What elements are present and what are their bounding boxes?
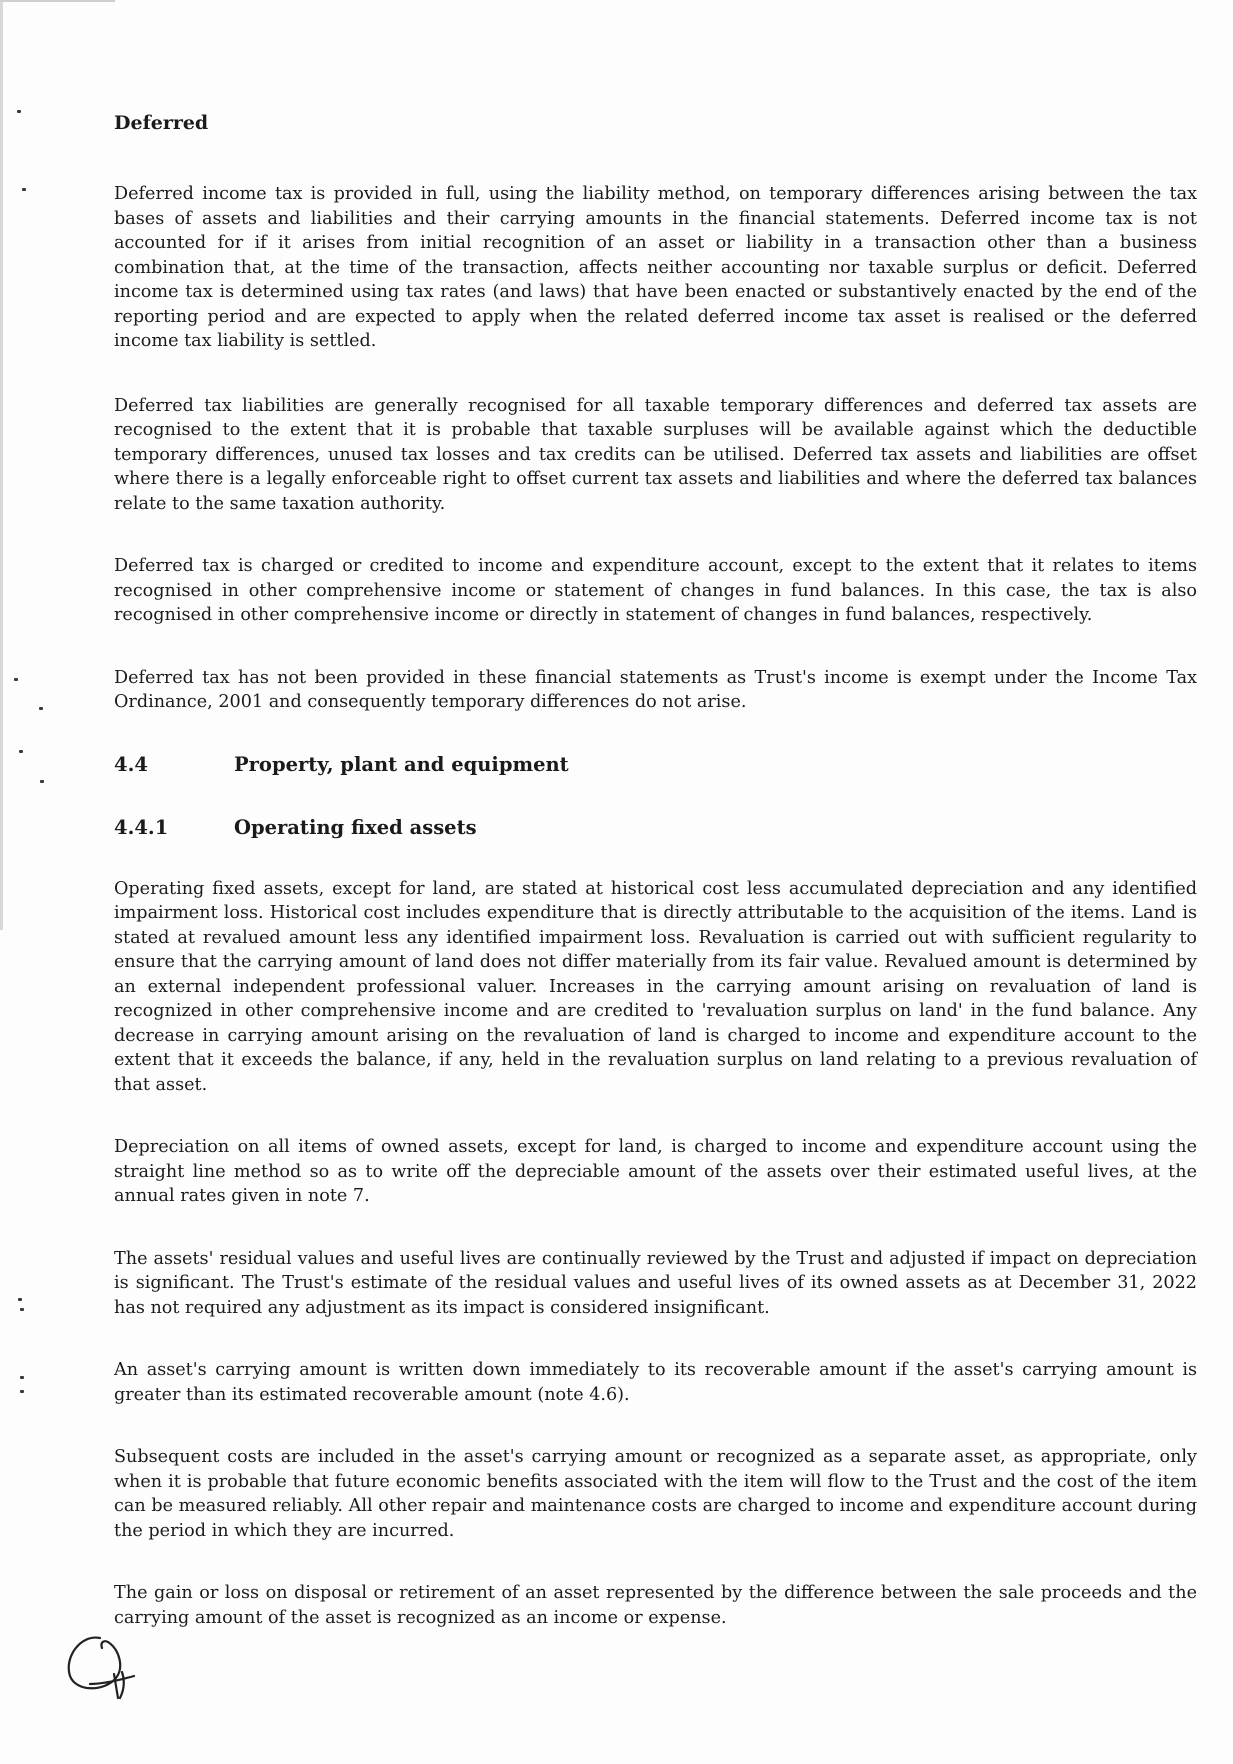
ppe-paragraph: Depreciation on all items of owned assets, except for land, is charged to income and expenditure account using the straight line method so as to write off the depreciable amount of the assets over their estimated useful lives, at the annual rates given in note 7. [114,1137,1197,1206]
scan-speck [20,1376,24,1379]
scan-speck [22,188,26,191]
scan-speck [14,678,18,681]
document-body [114,112,1197,1668]
section-heading-4-4-1 [114,816,1197,839]
scan-speck [39,707,43,710]
scan-speck [20,1390,24,1393]
scan-speck [17,110,21,113]
scan-speck [19,750,23,753]
ppe-paragraph: The assets' residual values and useful lives are continually reviewed by the Trust and adjusted if impact on depreciation is significant. The Trust's estimate of the residual values and useful lives of its owned assets as at December 31, 2022 has not required any adjustment as its impact is considered insignificant. [114,1248,1197,1318]
scan-top-mark [0,0,115,2]
ppe-paragraph: An asset's carrying amount is written down immediately to its recoverable amount if the asset's carrying amount is greater than its estimated recoverable amount (note 4.6). [114,1360,1197,1405]
section-number: 4.4 [114,752,148,776]
scan-edge-line [0,0,3,930]
deferred-paragraph: Deferred tax liabilities are generally recognised for all taxable temporary differences and deferred tax assets are recognised to the extent that it is probable that taxable surpluses will be available against which the deductible temporary differences, unused tax losses and tax credits can be utilised. Deferred tax assets and liabilities are offset where there is a legally enforceable right to offset current tax assets and liabilities and where the deferred tax balances relate to the same taxation authority. [114,395,1197,514]
section-title: Operating fixed assets [234,815,477,839]
deferred-heading: Deferred [114,112,209,134]
section-title: Property, plant and equipment [234,752,569,776]
ppe-paragraph: Operating fixed assets, except for land, are stated at historical cost less accumulated depreciation and any identified impairment loss. Historical cost includes expenditure that is directly attributable to the acquisition of the items. Land is stated at revalued amount less any identified impairment loss. Revaluation is carried out with sufficient regularity to ensure that the carrying amount of land does not differ materially from its fair value. Revalued amount is determined by an external independent professional valuer. Increases in the carrying amount arising on revaluation of land is recognized in other comprehensive income and are credited to 'revaluation surplus on land' in the fund balance. Any decrease in carrying amount arising on the revaluation of land is charged to income and expenditure account to the extent that it exceeds the balance, if any, held in the revaluation surplus on land relating to a previous revaluation of that asset. [114,878,1197,1095]
deferred-paragraph: Deferred tax has not been provided in these financial statements as Trust's income is exempt under the Income Tax Ordinance, 2001 and consequently temporary differences do not arise. [114,667,1197,712]
section-number: 4.4.1 [114,815,169,839]
deferred-paragraph: Deferred income tax is provided in full, using the liability method, on temporary differences arising between the tax bases of assets and liabilities and their carrying amounts in the financial statements. Deferred income tax is not accounted for if it arises from initial recognition of an asset or liability in a transaction other than a business combination that, at the time of the transaction, affects neither accounting nor taxable surplus or deficit. Deferred income tax is determined using tax rates (and laws) that have been enacted or substantively enacted by the end of the reporting period and are expected to apply when the related deferred income tax asset is realised or the deferred income tax liability is settled. [114,184,1197,351]
scan-speck [40,780,44,783]
section-heading-4-4 [114,753,1197,776]
deferred-paragraph: Deferred tax is charged or credited to income and expenditure account, except to the extent that it relates to items recognised in other comprehensive income or statement of changes in fund balances. In this case, the tax is also recognised in other comprehensive income or directly in statement of changes in fund balances, respectively. [114,556,1197,625]
scan-speck [18,1298,22,1301]
ppe-paragraph: The gain or loss on disposal or retirement of an asset represented by the difference between the sale proceeds and the carrying amount of the asset is recognized as an income or expense. [114,1583,1197,1628]
scan-speck [20,1308,24,1311]
ppe-paragraph: Subsequent costs are included in the asset's carrying amount or recognized as a separate asset, as appropriate, only when it is probable that future economic benefits associated with the item will flow to the Trust and the cost of the item can be measured reliably. All other repair and maintenance costs are charged to income and expenditure account during the period in which they are incurred. [114,1447,1197,1541]
handwritten-initials [60,1628,140,1708]
